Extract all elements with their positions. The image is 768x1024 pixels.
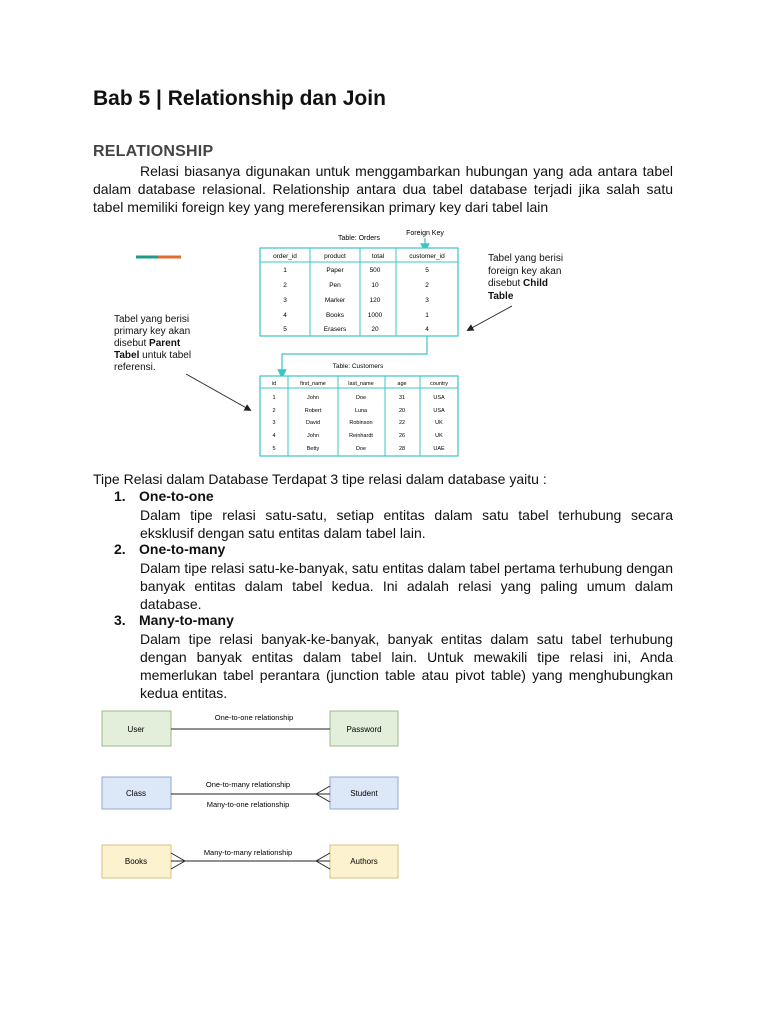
entity-password-label: Password (346, 725, 382, 734)
many-to-one-label: Many-to-one relationship (206, 800, 290, 809)
child-note-arrow (468, 306, 512, 330)
orders-cell: 1 (425, 312, 429, 319)
entity-student-label: Student (350, 789, 378, 798)
customers-cell: Robert (304, 408, 322, 414)
orders-table (260, 248, 458, 336)
orders-cell: 4 (283, 312, 287, 319)
customers-cell: 3 (272, 420, 276, 426)
svg-text:foreign key akan: foreign key akan (488, 266, 562, 277)
customers-cell: 22 (398, 420, 406, 426)
svg-text:primary key akan: primary key akan (114, 326, 191, 337)
customers-header: age (397, 381, 407, 387)
parent-note-arrow (186, 374, 250, 410)
parent-table-note (114, 314, 191, 373)
page-title: Bab 5 | Relationship dan Join (93, 87, 386, 110)
orders-cell: 20 (371, 326, 379, 333)
customers-cell: Doe (355, 446, 367, 452)
orders-cell: 4 (425, 326, 429, 333)
orders-cell: 2 (425, 282, 429, 289)
customers-cell: 20 (398, 408, 406, 414)
svg-text:Tabel untuk tabel: Tabel untuk tabel (114, 350, 192, 361)
customers-header: last_name (348, 381, 374, 387)
customers-cell: 31 (398, 395, 406, 401)
type-body-one-to-one: Dalam tipe relasi satu-satu, setiap entitas dalam satu tabel terhubung secara eksklusif dengan satu entitas dalam tabel lain. (140, 507, 673, 541)
orders-cell: 3 (425, 297, 429, 304)
customers-cell: 26 (398, 433, 406, 439)
many-to-many-label: Many-to-many relationship (203, 848, 293, 857)
orders-table-title: Table: Orders (337, 235, 381, 242)
orders-cell: 500 (369, 267, 381, 274)
orders-cell: 3 (283, 297, 287, 304)
relationship-types-figure (100, 706, 400, 882)
customers-cell: 28 (398, 446, 406, 452)
customers-cell: 2 (272, 408, 276, 414)
foreign-key-label: Foreign Key (406, 230, 444, 237)
customers-cell: John (307, 395, 319, 401)
orders-cell: Paper (326, 267, 344, 274)
customers-header: country (429, 381, 449, 387)
customers-cell: 1 (272, 395, 276, 401)
type-body-one-to-many: Dalam tipe relasi satu-ke-banyak, satu entitas dalam tabel pertama terhubung dengan banyak entitas dalam tabel kedua. Ini adalah relasi yang paling umum dalam database. (140, 560, 673, 612)
entity-class-label: Class (125, 789, 147, 798)
orders-cell: Pen (329, 282, 341, 289)
orders-header: order_id (273, 253, 297, 260)
orders-header: customer_id (409, 253, 445, 260)
orders-cell: Marker (324, 297, 346, 304)
customers-cell: UAE (433, 446, 445, 452)
orders-cell: Erasers (323, 326, 347, 333)
orders-cell: Books (325, 312, 345, 319)
customers-cell: Luna (354, 408, 368, 414)
svg-text:referensi.: referensi. (114, 362, 156, 373)
customers-cell: Doe (355, 395, 367, 401)
type-title-many-to-many: 3. Many-to-many (114, 612, 234, 628)
customers-cell: 4 (272, 433, 276, 439)
customers-cell: John (307, 433, 319, 439)
one-to-one-label: One-to-one relationship (214, 713, 294, 722)
orders-header: product (324, 253, 346, 260)
svg-text:Table: Table (488, 291, 514, 302)
orders-cell: 120 (369, 297, 381, 304)
orders-cell: 1000 (367, 312, 383, 319)
one-to-many-label: One-to-many relationship (205, 780, 291, 789)
customers-cell: USA (433, 395, 445, 401)
customers-cell: UK (435, 433, 443, 439)
customers-header: first_name (300, 381, 326, 387)
customers-table-title: Table: Customers (332, 363, 384, 370)
type-body-many-to-many: Dalam tipe relasi banyak-ke-banyak, banyak entitas dalam satu tabel terhubung dengan banyak entitas dalam tabel lain. Untuk mewakili tipe relasi ini, Anda memerlukan tabel perantara (junction table atau pivot table) yang menghubungkan kedua entitas. (140, 631, 673, 701)
entity-books-label: Books (124, 857, 148, 866)
entity-authors-label: Authors (350, 857, 378, 866)
customers-cell: Reinhardt (349, 433, 373, 439)
customers-cell: UK (435, 420, 443, 426)
orders-header: total (371, 253, 385, 260)
svg-text:Tabel yang berisi: Tabel yang berisi (488, 253, 564, 264)
customers-cell: USA (433, 408, 445, 414)
customers-table (260, 376, 458, 456)
orders-cell: 5 (283, 326, 287, 333)
orders-cell: 10 (371, 282, 379, 289)
customers-cell: David (305, 420, 321, 426)
svg-text:Tabel yang berisi: Tabel yang berisi (114, 314, 190, 325)
customers-header: id (271, 381, 277, 387)
orders-cell: 5 (425, 267, 429, 274)
section-title: RELATIONSHIP (93, 143, 214, 160)
orders-cell: 1 (283, 267, 287, 274)
intro-paragraph: Relasi biasanya digunakan untuk menggambarkan hubungan yang ada antara tabel dalam database relasional. Relationship antara dua tabel database terjadi jika salah satu tabel memiliki foreign key yang mereferensikan primary key dari tabel lain (93, 163, 673, 215)
child-table-note (488, 253, 563, 302)
entity-user-label: User (127, 725, 145, 734)
types-intro: Tipe Relasi dalam Database Terdapat 3 tipe relasi dalam database yaitu : (93, 471, 547, 487)
customers-cell: Betty (306, 446, 320, 452)
customers-cell: Robinson (349, 420, 373, 426)
svg-text:disebut Child: disebut Child (488, 278, 549, 289)
svg-text:disebut Parent: disebut Parent (114, 338, 181, 349)
orders-cell: 2 (283, 282, 287, 289)
type-title-one-to-one: 1. One-to-one (114, 488, 214, 504)
table-relationship-figure (100, 224, 580, 462)
customers-cell: 5 (272, 446, 276, 452)
type-title-one-to-many: 2. One-to-many (114, 541, 226, 557)
